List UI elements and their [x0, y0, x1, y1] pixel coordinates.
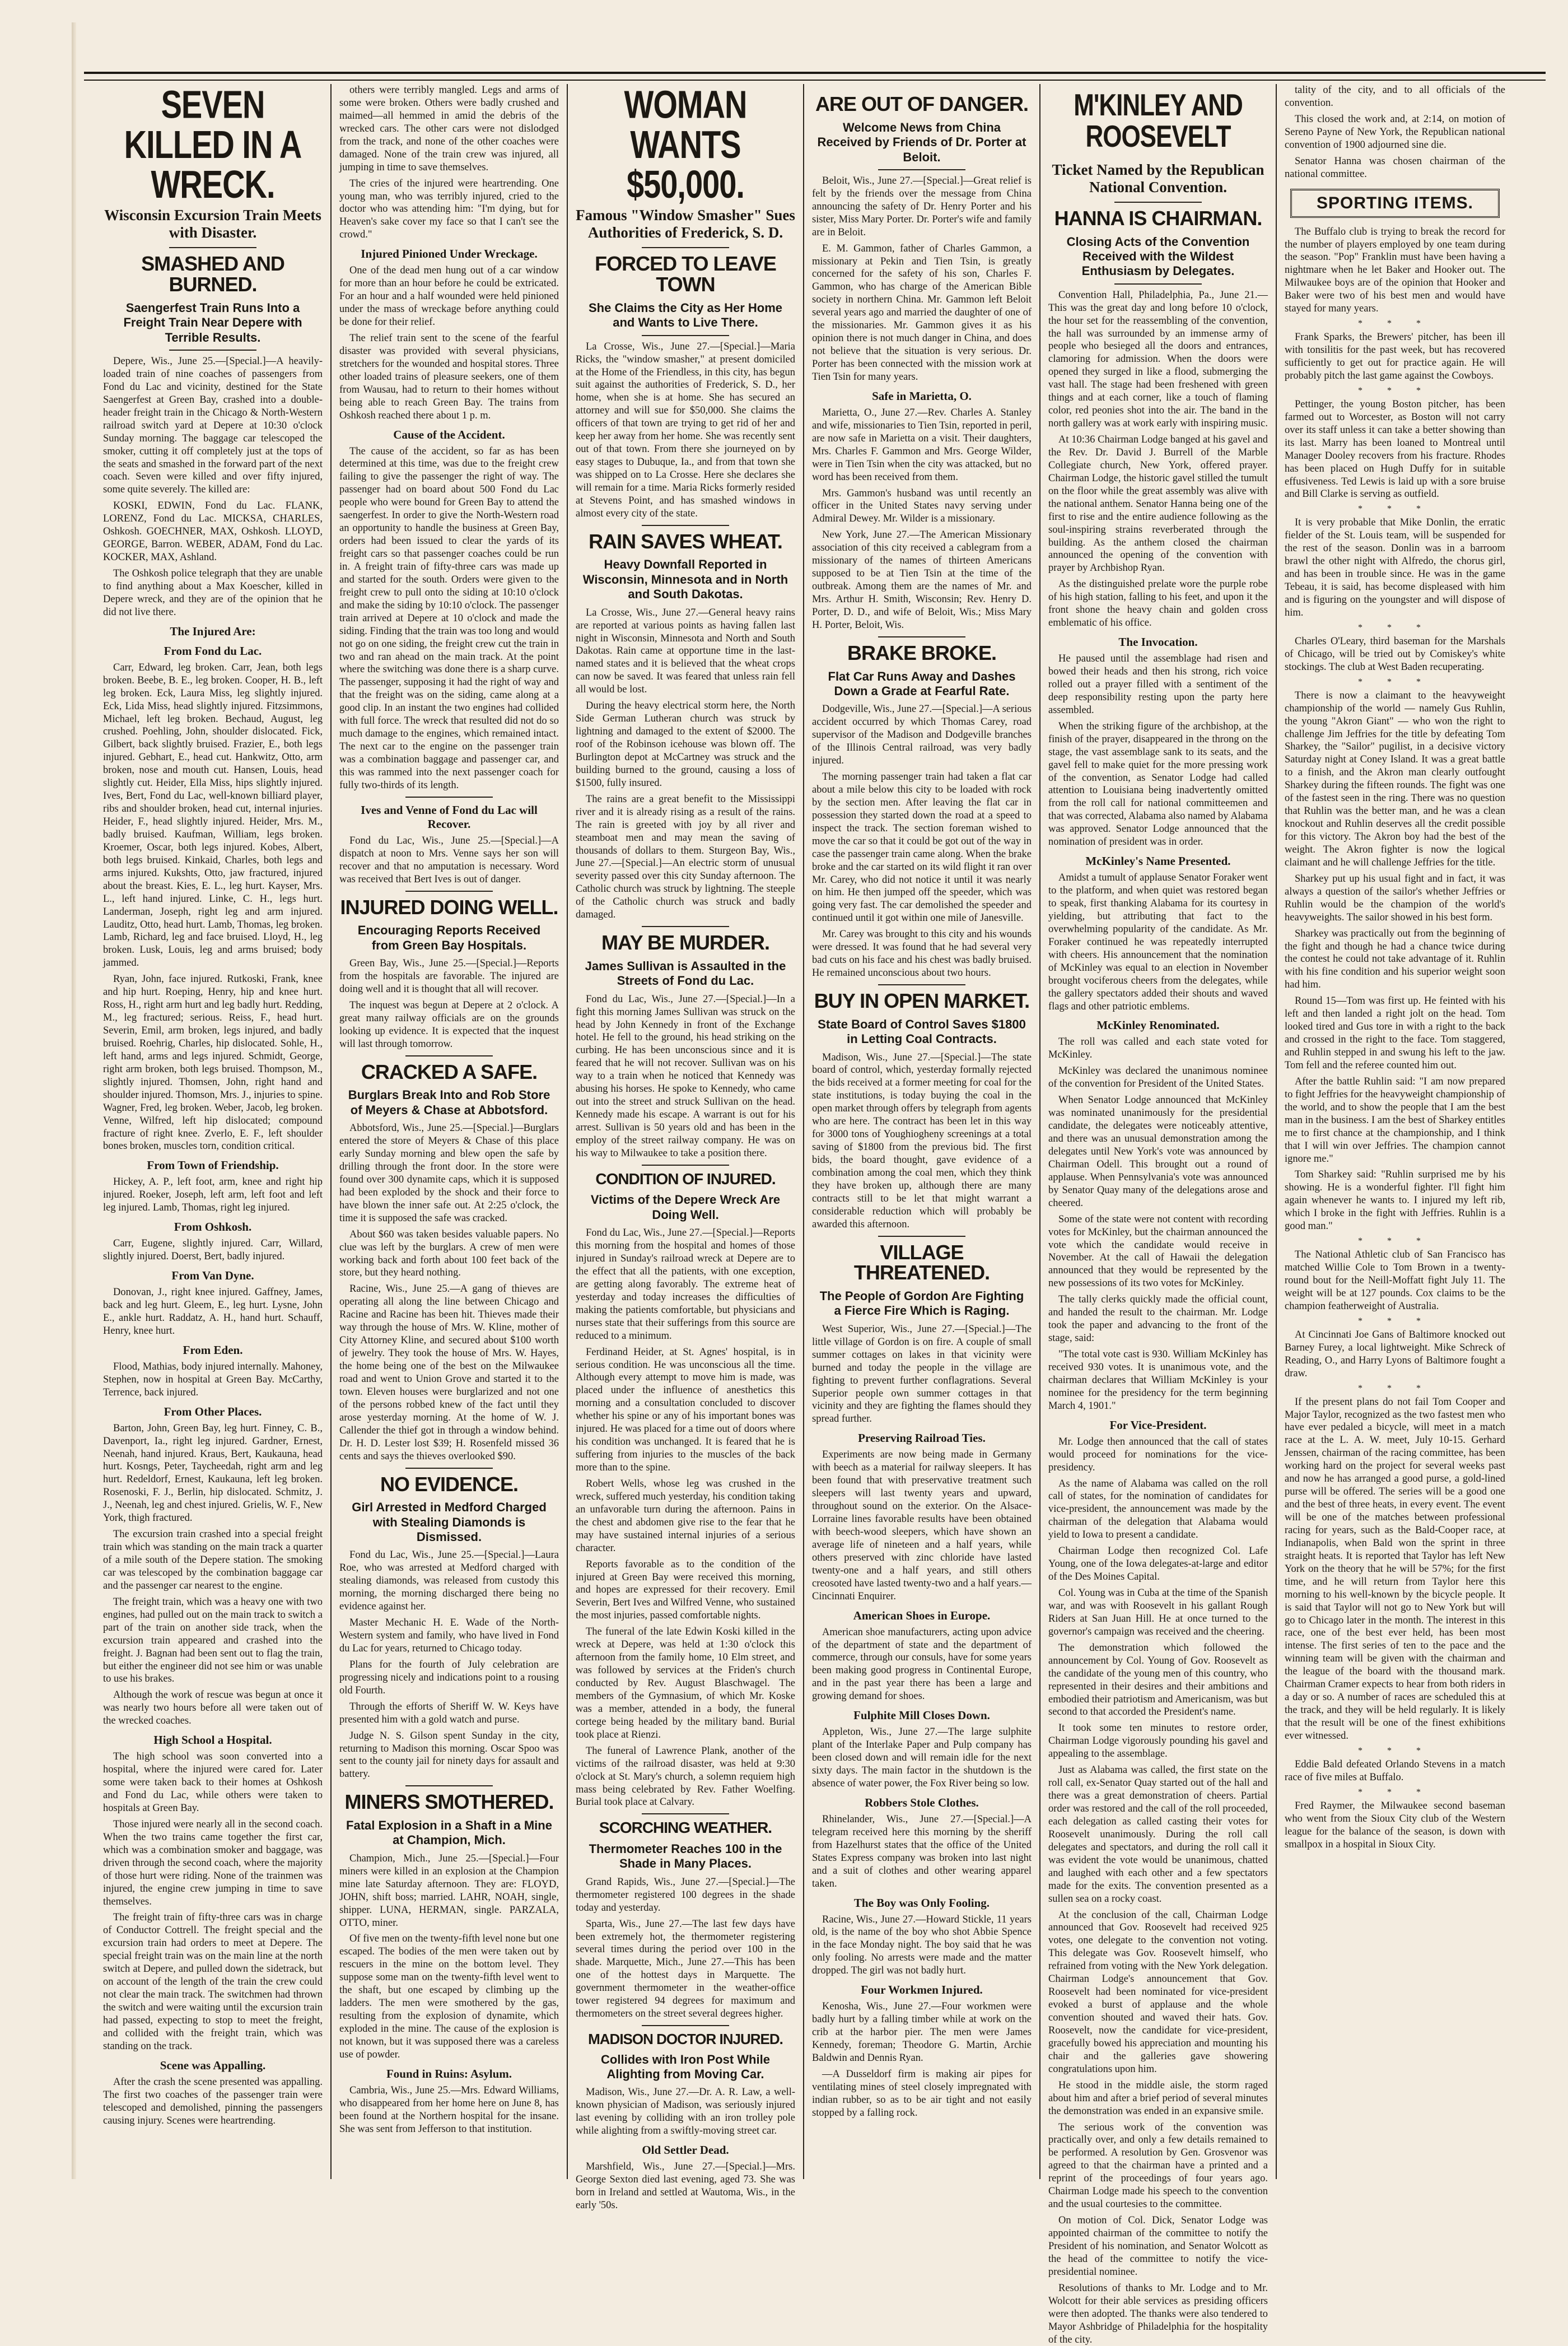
paragraph: Judge N. S. Gilson spent Sunday in the city, returning to Madison this morning. Oscar Spoo was sent to the county jail for ninety days for assault and battery. [339, 1730, 559, 1780]
paragraph: Of five men on the twenty-fifth level none but one escaped. The bodies of the men were taken out by rescuers in the mine on the bottom level. They suppose some man on the twenty-fifth level went to the shaft, but one escaped by climbing up the ladders. The men were smothered by the gas, resulting from the explosion of dynamite, which exploded in the mine. The cause of the explosion is not known, but it was supposed there was a careless use of powder. [339, 1933, 559, 2060]
headline: BRAKE BROKE. [847, 641, 996, 664]
newspaper-page [95, 82, 1540, 2345]
paragraph: American shoe manufacturers, acting upon advice of the department of state and the department of commerce, through our consuls, have for some years been making good progress in Continental Europe, and in the past year there has been a large and growing demand for shoes. [812, 1626, 1032, 1702]
paragraph: Master Mechanic H. E. Wade of the North-Western system and family, who have lived in Fond du Lac for years, returned to Chicago today. [339, 1617, 559, 1654]
subhead: From Eden. [183, 1343, 243, 1357]
paragraph: At the conclusion of the call, Chairman Lodge announced that Gov. Roosevelt had received 925 votes, one delegate to the convention not voting. This delegate was Gov. Roosevelt himself, who refrained from voting with the New York delegation. Chairman Lodge's announcement that Gov. Roosevelt had been nominated for vice-president evoked a burst of applause and the whole convention shouted and waved their hats. Gov. Roosevelt, now the candidate for vice-president, gracefully bowed his appreciation and mounting his chair and the galleries gave showering congratulations upon him. [1048, 1909, 1268, 2075]
headline: SCORCHING WEATHER. [599, 1819, 772, 1837]
paragraph: Col. Young was in Cuba at the time of the Spanish war, and was with Roosevelt in his gallant Rough Riders at San Juan Hill. He at once turned to the governor's campaign was received and the cheering. [1048, 1588, 1268, 1637]
column-2 [332, 84, 568, 2179]
subhead: For Vice-President. [1109, 1418, 1207, 1432]
paragraph: —A Dusseldorf firm is making air pipes for ventilating mines of steel closely impregnated with indian rubber, so as to be air tight and not easily stopped by a falling rock. [812, 2068, 1032, 2119]
deck: Welcome News from China Received by Friends of Dr. Porter at Beloit. [817, 120, 1026, 164]
paragraph: It took some ten minutes to restore order, Chairman Lodge vigorously pounding his gavel and appealing to the assemblage. [1048, 1723, 1268, 1760]
paragraph: Appleton, Wis., June 27.—The large sulphite plant of the Interlake Paper and Pulp company has been closed down and will remain idle for the next sixty days. The main factor in the shutdown is the absence of water power, the Fox River being so low. [812, 1726, 1032, 1789]
paragraph: At 10:36 Chairman Lodge banged at his gavel and the Rev. Dr. David J. Burrell of the Marble Collegiate church, New York, offered prayer. Chairman Lodge, the historic gavel stilled the tumult on the floor while the great assembly was alive with the national anthem. Senator Hanna being one of the first to rise and the entire audience following as the soul-inspiring strains reverberated through the building. As the anthem closed the chairman announced the opening of the convention with prayer by Archbishop Ryan. [1048, 434, 1268, 574]
paragraph: Pettinger, the young Boston pitcher, has been farmed out to Worcester, as Boston will not carry over its staff unless it can take a better showing than its last. Marry has been loaned to Montreal until Manager Dooley recovers from his fracture. Rhodes has been placed on Hugh Duffy for in suitable effusiveness. Ted Lewis is laid up with a sore bruise and Bill Clarke is serving as outfield. [1285, 398, 1505, 500]
headline: RAIN SAVES WHEAT. [589, 529, 782, 553]
deck: Saengerfest Train Runs Into a Freight Train Near Depere with Terrible Results. [123, 300, 302, 345]
paragraph: Reports favorable as to the condition of the injured at Green Bay were received this morning, and hopes are expressed for their recovery. Emil Severin, Bert Ives and Wilfred Venne, who sustained the most injuries, passed comfortable nights. [576, 1558, 795, 1622]
paragraph: Barton, John, Green Bay, leg hurt. Finney, C. B., Davenport, Ia., right leg injured. Gardner, Ernest, Neenah, hand injured. Kraus, Bert, Kaukauna, head hurt. Kosngs, Peter, Taycheedah, right arm and leg hurt. Redeldorf, Ernest, Kaukauna, left leg broken. Rosenoski, F. J., Berlin, hip dislocated. Schmitz, J. J., Neenah, leg and chest injured. Grielis, W. F., New York, thigh fractured. [103, 1422, 323, 1524]
subhead: Scene was Appalling. [160, 2058, 266, 2072]
paragraph: Racine, Wis., June 27.—Howard Stickle, 11 years old, is the name of the boy who shot Abbie Spence in the face Monday night. The boy said that he was only fooling. No arrests were made and the matter dropped. The girl was not badly hurt. [812, 1914, 1032, 1977]
subhead: Fulphite Mill Closes Down. [853, 1709, 990, 1723]
paragraph: After the crash the scene presented was appalling. The first two coaches of the passenger train were telescoped and demolished, pinning the passengers causing injury. Scenes were heartrending. [103, 2076, 323, 2126]
paragraph: The roll was called and each state voted for McKinley. [1048, 1036, 1268, 1061]
paragraph: Dodgeville, Wis., June 27.—[Special.]—A serious accident occurred by which Thomas Carey, road supervisor of the Madison and Dodgeville branches of the Illinois Central railroad, was very badly injured. [812, 704, 1032, 767]
subhead: American Shoes in Europe. [853, 1608, 991, 1622]
paragraph: Plans for the fourth of July celebration are progressing nicely and indications point to a rousing old Fourth. [339, 1659, 559, 1696]
paragraph: The funeral of the late Edwin Koski killed in the wreck at Depere, was held at 1:30 o'clock this afternoon from the family home, 10 Elm street, and was followed by services at the Friden's church conducted by Rev. August Blaschwagel. The members of the Gymnasium, of which Mr. Koske was a member, attended in a body, the funeral cortege being headed by the military band. Burial took place at Rienzi. [576, 1626, 795, 1740]
subhead: From Other Places. [164, 1404, 262, 1418]
headline: WOMAN WANTS $50,000. [624, 82, 747, 207]
headline: SMASHED AND BURNED. [141, 252, 284, 296]
paragraph: Fond du Lac, Wis., June 27.—[Special.]—In a fight this morning James Sullivan was struck on the head by John Kennedy in front of the Exchange hotel. He fell to the ground, his head striking on the curbing. He has been unconscious since and it is feared that he will not recover. Sullivan was on his way to a train when he noticed that Kennedy was abusing his horses. He spoke to Kennedy, who came out into the street and struck Sullivan on the head. Kennedy made his escape. A warrant is out for his arrest. Sullivan is 50 years old and has been in the employ of the street railway company. He was on his way to Milwaukee to take a position there. [576, 993, 795, 1159]
paragraph: Madison, Wis., June 27.—[Special.]—The state board of control, which, yesterday formally rejected the bids received at a former meeting for coal for the state institutions, is today buying the coal in the open market through offers by telegraph from agents who are here. The contract has been let in this way for 3000 tons of Youghiogheny screenings at a total saving of $1800 from the previous bid. The first bids, the board thought, gave evidence of a combination among the coal men, which they think they have broken up, although there are many contracts still to be let that might warrant a considerable reduction which will probably be awarded this afternoon. [812, 1051, 1032, 1230]
headline: VILLAGE THREATENED. [853, 1240, 990, 1284]
paragraph: Experiments are now being made in Germany with beech as a material for railway sleepers. It has been found that with preservative treatment such sleepers will last twenty years and upward, throughout sound on the exterior. On the Alsace-Lorraine lines favorable results have been obtained with beech-wood sleepers, which have shown an average life of nineteen and a half years, while others preserved with zinc chloride have lasted twenty-one and a half years, and still others creosoted have lasted twenty-two and a half years.—Cincinnati Enquirer. [812, 1449, 1032, 1602]
subhead: From Town of Friendship. [147, 1158, 279, 1172]
subhead: From Oshkosh. [174, 1220, 252, 1234]
paragraph: Robert Wells, whose leg was crushed in the wreck, suffered much yesterday, his condition taking an unfavorable turn during the afternoon. Pains in the chest and abdomen give rise to the fear that he may have sustained internal injuries of a serious character. [576, 1478, 795, 1554]
paragraph: Grand Rapids, Wis., June 27.—[Special.]—The thermometer registered 100 degrees in the shade today and yesterday. [576, 1876, 795, 1914]
deck: Victims of the Depere Wreck Are Doing Well. [590, 1193, 781, 1222]
subhead: Cause of the Accident. [393, 427, 505, 441]
paragraph: New York, June 27.—The American Missionary association of this city received a cablegram from a missionary of the names of thirteen Americans supposed to be at Tien Tsin at the time of the outbreak. Among them are the names of Mr. and Mrs. Arthur H. Smith, Wisconsin; Rev. Henry D. Porter, D. D., and wife of Beloit, Wis.; Miss Mary H. Porter, Beloit, Wis. [812, 529, 1032, 631]
deck: Burglars Break Into and Rob Store of Meyers & Chase at Abbotsford. [348, 1088, 550, 1117]
paragraph: Sharkey put up his usual fight and in fact, it was always a question of the sailor's whether Jeffries or Ruhlin would be the champion of the world's heavyweights. The sailor showed in his best form. [1285, 873, 1505, 923]
paragraph: The National Athletic club of San Francisco has matched Willie Cole to Tom Brown in a twenty-round bout for the Neill-Moffatt fight July 11. The weight will be at 127 pounds. Cox claims to be the champion featherweight of Australia. [1285, 1249, 1505, 1312]
headline: MAY BE MURDER. [601, 931, 770, 955]
paragraph: KOSKI, EDWIN, Fond du Lac. FLANK, LORENZ, Fond du Lac. MICKSA, CHARLES, Oshkosh. GOECHNER, MAX, Oshkosh. LLOYD, GEORGE, Barron. WEBER, ADAM, Fond du Lac. KOCKER, MAX, Ashland. [103, 500, 323, 564]
subhead: The Boy was Only Fooling. [853, 1896, 990, 1910]
paragraph: The Buffalo club is trying to break the record for the number of players employed by one team during the season. "Pop" Franklin must have been having a nightmare when he let Baker and Hooker out. The Milwaukee boys are of the opinion that Hooker and Baker were two of his best men and would have stayed for many years. [1285, 226, 1505, 315]
deck: Famous "Window Smasher" Sues Authorities of Frederick, S. D. [576, 207, 795, 241]
paragraph: Frank Sparks, the Brewers' pitcher, has been ill with tonsilitis for the past week, but has recovered sufficiently to get out for practice again. He will probably pitch the last game against the Cowboys. [1285, 332, 1505, 381]
paragraph: The morning passenger train had taken a flat car about a mile below this city to be loaded with rock by the section men. After leaving the flat car in possession they started down the road at a speed to inspect the track. The section foreman wished to move the car so that it could be got out of the way in case the passenger train came along. When the brake broke and the car started on its wild flight it ran over Mr. Carey, who did not notice it until it was nearly on him. He then jumped off the speeder, which was going very fast. The car demolished the speeder and continued until it got within one mile of Janesville. [812, 771, 1032, 924]
deck: James Sullivan is Assaulted in the Streets of Fond du Lac. [585, 958, 786, 988]
paragraph: Round 15—Tom was first up. He feinted with his left and then landed a right jolt on the head. Tom looked tired and Gus tore in with a right to the back and crossed in the right to the face. Tom staggered, and Ruhlin stepped in and swung his left to the jaw. Tom fell and the referee counted him out. [1285, 995, 1505, 1071]
paragraph: The funeral of Lawrence Plank, another of the victims of the railroad disaster, was held at 9:30 o'clock at St. Mary's church, a solemn requiem high mass being celebrated by Rev. Father Woelfing. Burial took place at Calvary. [576, 1745, 795, 1808]
deck: Girl Arrested in Medford Charged with Stealing Diamonds is Dismissed. [352, 1500, 547, 1544]
subhead: McKinley Renominated. [1096, 1018, 1220, 1032]
paragraph: During the heavy electrical storm here, the North Side German Lutheran church was struck by lightning and damaged to the extent of $2000. The roof of the Robinson icehouse was blown off. The Burlington depot at McCartney was struck and the building burned to the ground, causing a loss of $1500, fully insured. [576, 700, 795, 789]
paragraph: The rains are a great benefit to the Mississippi river and it is already rising as a result of the rains. The rain is greeted with joy by all river and steamboat men and may mean the saving of thousands of dollars to them. Sturgeon Bay, Wis., June 27.—[Special.]—An electric storm of unusual severity passed over this city Sunday afternoon. The Catholic church was struck by lightning. The steeple of the Catholic church was struck and badly damaged. [576, 793, 795, 921]
column-5 [1040, 84, 1277, 2345]
paragraph: Amidst a tumult of applause Senator Foraker went to the platform, and when quiet was restored began to speak, first thanking Alabama for its courtesy in yielding, but attributing that fact to the overwhelming popularity of the candidate. As Mr. Foraker continued he was repeatedly interrupted with cheers. His announcement that the nomination of McKinley was equal to an election in November brought vociferous cheers from the delegates, while the gallery spectators added their shouts and waved flags and other patriotic emblems. [1048, 872, 1268, 1012]
paragraph: Sparta, Wis., June 27.—The last few days have been extremely hot, the thermometer registering several times during the period over 100 in the shade. Marquette, Mich., June 27.—This has been one of the hottest days in Marquette. The government thermometer in the weather-office tower registered 94 degrees for maximum and thermometers on the street several degrees higher. [576, 1918, 795, 2020]
paragraph: Donovan, J., right knee injured. Gaffney, James, back and leg hurt. Gleem, E., leg hurt. Lysne, John E., ankle hurt. Raddatz, A. H., hand hurt. Schauff, Henry, knee hurt. [103, 1287, 323, 1337]
deck: Heavy Downfall Reported in Wisconsin, Minnesota and in North and South Dakotas. [582, 557, 788, 602]
deck: The People of Gordon Are Fighting a Fierce Fire Which is Raging. [819, 1289, 1024, 1318]
paragraph: Convention Hall, Philadelphia, Pa., June 21.—This was the great day and long before 10 o'clock, the hour set for the reassembling of the convention, the hall was surrounded by an immense army of people who besieged all the doors and entrances, clamoring for admission. When the doors were opened they surged in like a flood, submerging the vast hall. The stage had been freshened with green things and at each corner, like a touch of flaming color, red peonies shot into the air. The band in the north gallery was at work early with inspiring music. [1048, 289, 1268, 430]
subhead: Safe in Marietta, O. [872, 389, 972, 403]
paragraph: Fred Raymer, the Milwaukee second baseman who went from the Sioux City club of the Western league for the balance of the season, is down with smallpox in a hospital in Sioux City. [1285, 1800, 1505, 1850]
paragraph: Marshfield, Wis., June 27.—[Special.]—Mrs. George Sexton died last evening, aged 73. She was born in Ireland and settled at Wautoma, Wis., in the early '50s. [576, 2161, 795, 2211]
subhead: Injured Pinioned Under Wreckage. [361, 247, 538, 261]
headline: HANNA IS CHAIRMAN. [1054, 206, 1262, 230]
paragraph: As the distinguished prelate wore the purple robe of his high station, falling to his feet, and upon it the front shone the heavy chain and golden cross emblematic of his office. [1048, 579, 1268, 629]
paragraph: Mr. Lodge then announced that the call of states would proceed for nominations for the vice-presidency. [1048, 1436, 1268, 1473]
headline: CONDITION OF INJURED. [595, 1170, 776, 1188]
paragraph: La Crosse, Wis., June 27.—General heavy rains are reported at various points as having fallen last night in Wisconsin, Minnesota and North and South Dakotas. Rain came at opportune time in the last-named states and it is believed that the wheat crops can now be saved. It was feared that unless rain fell all would be lost. [576, 607, 795, 696]
paragraph: At Cincinnati Joe Gans of Baltimore knocked out Barney Furey, a local lightweight. Mike Schreck of Reading, O., and Harry Lyons of Baltimore fought a draw. [1285, 1329, 1505, 1379]
subhead: Four Workmen Injured. [861, 1983, 983, 1997]
paragraph: La Crosse, Wis., June 27.—[Special.]—Maria Ricks, the "window smasher," at present domiciled at the Home of the Friendless, in this city, has begun suit against the authorities of Frederick, S. D., her home, when she is at home. She has secured an attorney and will sue for $50,000. She claims the officers of that town are trying to get rid of her and keep her away from her home. She was recently sent out of that town. From there she journeyed on by easy stages to Dubuque, Ia., and from that town she was shipped on to La Crosse. Here she declares she will remain for a time. Maria Ricks formerly resided at Stevens Point, and has smashed windows in almost every city of the state. [576, 341, 795, 519]
paragraph: Eddie Bald defeated Orlando Stevens in a match race of five miles at Buffalo. [1285, 1758, 1505, 1783]
subhead: Found in Ruins: Asylum. [386, 2066, 512, 2080]
paragraph: The tally clerks quickly made the official count, and handed the result to the chairman. Mr. Lodge took the paper and advancing to the front of the stage, said: [1048, 1294, 1268, 1344]
subhead: McKinley's Name Presented. [1085, 854, 1231, 868]
headline: MADISON DOCTOR INJURED. [588, 2031, 783, 2048]
paragraph: Although the work of rescue was begun at once it was nearly two hours before all were taken out of the wrecked coaches. [103, 1689, 323, 1727]
subhead: The Invocation. [1118, 635, 1198, 649]
paragraph: Mr. Carey was brought to this city and his wounds were dressed. It was found that he had several very bad cuts on his face and his chest was badly bruised. He remained unconscious about two hours. [812, 929, 1032, 979]
paragraph: Madison, Wis., June 27.—Dr. A. R. Law, a well-known physician of Madison, was seriously injured last evening by colliding with an iron trolley pole while alighting from a swiftly-moving street car. [576, 2087, 795, 2137]
paragraph: The inquest was begun at Depere at 2 o'clock. A great many railway officials are on the grounds looking up evidence. It is expected that the inquest will last through tomorrow. [339, 999, 559, 1050]
paragraph: Champion, Mich., June 25.—[Special.]—Four miners were killed in an explosion at the Champion mine late Saturday afternoon. They are: FLOYD, JOHN, shift boss; married. LAHR, NOAH, single, shipper. LUNA, HERMAN, single. PARZALA, OTTO, miner. [339, 1852, 559, 1929]
paragraph: Fond du Lac, Wis., June 27.—[Special.]—Reports this morning from the hospital and homes of those injured in Sunday's railroad wreck at Depere are to the effect that all the patients, with one exception, are getting along favorably. The extreme heat of yesterday and today increases the difficulties of making the patients comfortable, but physicians and nurses state that their sufferings from this source are reduced to a minimum. [576, 1227, 795, 1342]
paragraph: The Oshkosh police telegraph that they are unable to find anything about a Max Koescher, killed in Depere wreck, and they are of the opinion that he did not live there. [103, 568, 323, 618]
paragraph: He stood in the middle aisle, the storm raged about him and after a brief period of several minutes the demonstration was ended in an expansive smile. [1048, 2079, 1268, 2117]
page-fold-shadow [72, 22, 76, 2179]
paragraph: About $60 was taken besides valuable papers. No clue was left by the burglars. A crew of men were working back and forth about 100 feet back of the store, but they heard nothing. [339, 1228, 559, 1279]
paragraph: The demonstration which followed the announcement by Col. Young of Gov. Roosevelt as the candidate of the young men of this country, who represented in their desires and their ambitions and embodied their patriotism and Americanism, was but second to that accorded the President's name. [1048, 1642, 1268, 1718]
headline: FORCED TO LEAVE TOWN [595, 252, 776, 296]
paragraph: On motion of Col. Dick, Senator Lodge was appointed chairman of the committee to notify the President of his nomination, and Senator Wolcott as the head of the committee to notify the vice-presidential nominee. [1048, 2215, 1268, 2278]
paragraph: Beloit, Wis., June 27.—[Special.]—Great relief is felt by the friends over the message from China announcing the safety of Dr. Henry Porter and his sister, Miss Mary Porter. Dr. Porter's wife and family are in Beloit. [812, 175, 1032, 238]
paragraph: When the striking figure of the archbishop, at the finish of the prayer, disappeared in the throng on the stage, the vast assemblage sank to its seats, and the gavel fell to make quiet for the more pressing work of the convention, as Senator Lodge had called attention to Louisiana being inadvertently omitted from the roll call for national committeemen and that was corrected, Alabama also named by Alabama was approved. Senator Lodge announced that the nomination of president was in order. [1048, 720, 1268, 848]
paragraph: Some of the state were not content with recording votes for McKinley, but the chairman announced the vote which the candidate would receive in November. At the call of Hawaii the delegation announced that they would be represented by the new possessions of its two votes for McKinley. [1048, 1213, 1268, 1290]
paragraph: Through the efforts of Sheriff W. W. Keys have presented him with a gold watch and purse. [339, 1701, 559, 1725]
paragraph: E. M. Gammon, father of Charles Gammon, a missionary at Pekin and Tien Tsin, is greatly concerned for the safety of his son, Charles F. Gammon, who has charge of the American Bible society in northern China. Mr. Gammon left Beloit several years ago and married the daughter of one of the missionaries. Mr. Gammon gives it as his opinion there is not much danger in China, and does not believe that the situation is very serious. Dr. Porter has been connected with the mission work at Tien Tsin for many years. [812, 243, 1032, 383]
headline: CRACKED A SAFE. [361, 1060, 538, 1083]
paragraph: Rhinelander, Wis., June 27.—[Special.]—A telegram received here this morning by the sheriff from Hazelhurst states that the office of the United States Express company was broken into last night and a suit of clothes and other wearing apparel taken. [812, 1813, 1032, 1889]
column-6: tality of the city, and to all officials of the convention. This closed the work and, at 2:14, on motion of Sereno Payne of New York, the Republican national convention of 1900 adjourned sine die. Senator Hanna was chosen chairman of the national committee. SPORTING ITEMS. The Buffalo club is trying to break the record for the number of players employed by one team during the season. "Pop" Franklin must have been having a nightmare when he let Baker and Hooker out. The Milwaukee boys are of the opinion that Hooker and Baker were two of his best men and would have stayed for many years. * * * Frank Sparks, the Brewers' pitcher, has been ill with tonsilitis for the past week, but has recovered sufficiently to get out for practice again. He will probably pitch the last game against the Cowboys. * * * Pettinger, the young Boston pitcher, has been farmed out to Worcester, as Boston will not carry over its staff unless it can take a better showing than its last. Marry has been loaned to Montreal until Manager Dooley recovers from his fracture. Rhodes has been placed on Hugh Duffy for in suitable effusiveness. Ted Lewis is laid up with a sore bruise and Bill Clarke is serving as outfield. * * * It is very probable that Mike Donlin, the erratic fielder of the St. Louis team, will be suspended for the rest of the season. Donlin was in a barroom brawl the other night with Alfredo, the chorus girl, and has been in trouble since. He was in the game Tebeau, it is said, has become displeased with him and is figuring on the youngster and will dispose of him. * * * Charles O'Leary, third baseman for the Marshals of Chicago, will be tried out by Comiskey's white stockings. The club at West Baden recuperating. * * * There is now a claimant to the heavyweight championship of the world — namely Gus Ruhlin, the young "Akron Giant" — who won the right to challenge Jim Jeffries for the title by defeating Tom Sharkey, the "Sailor" pugilist, in a decisive victory Saturday night at Coney Island. It was a great battle to a finish, and the Akron man clearly outfought Sharkey during the fifteen rounds. The fight was one of the fastest seen in the ring. There was no question that Ruhlin was the better man, and he was a clean knockout and Ruhlin deserves all the credit possible for this victory. The Akron boy had the best of the weight. The Akron fighter is now the logical claimant and he will challenge Jeffries for the title. Sharkey put up his usual fight and in fact, it was always a question of the sailor's whether Jeffries or Ruhlin would be the champion of the world's heavyweights. The sailor showed in his best form. Sharkey was practically out from the beginning of the fight and though he had a chance twice during the contest he could not take advantage of it. Ruhlin with his fine condition and his superior weight soon had him. Round 15—Tom was first up. He feinted with his left and then landed a right jolt on the head. Tom looked tired and Gus tore in with a right to the back and crossed in the right to the face. Tom staggered, and Ruhlin stepped in and swung his left to the jaw. Tom fell and the referee counted him out. After the battle Ruhlin said: "I am now prepared to fight Jeffries for the heavyweight championship of the world, and to show the people that I am the best man in the business. I am the best of Sharkey entitles me to first chance at the championship, and I think that I will win over Jeffries. The champion cannot ignore me." Tom Sharkey said: "Ruhlin surprised me by his showing. He is a wonderful fighter. I'll fight him again whenever he wants to. I injured my left rib, which I broke in the fight with Jeffries. Ruhlin is a good man." * * * The National Athletic club of San Francisco has matched Willie Cole to Tom Brown in a twenty-round bout for the Neill-Moffatt fight July 11. The weight will be at 127 pounds. Cox claims to be the champion featherweight of Australia. * * * At Cincinnati Joe Gans of Baltimore knocked out Barney Furey, a local lightweight. Mike Schreck of Reading, O., and Harry Lyons of Baltimore fought a draw. * * * If the present plans do not fail Tom Cooper and Major Taylor, recognized as the two fastest men who have ever pedaled a bicycle, will meet in a match race at the L. A. W. meet, July 10-15. Gerhard Jenssen, chairman of the racing committee, has been working hard on the project for several weeks past and now he has arranged a good purse, a gold-lined purse will be offered. The series will be a good one and the best of three heats, in every event. The event will be one of the matches between professional racing for years, such as the Bald-Cooper race, at Indianapolis, when Bald won the sprint in three straight heats. It is reported that Taylor has left New York on the theory that he will be 57%; for the first time, and he will return from Taylor here this morning to his well-known by the bicycle people. It is said that Taylor will not go to New York but will go to Chicago later in the month. The interest in this race, one of the best ever held, has been most intense. The first series of ten to the pace and the winning team will be given with the chairman and the league of the board with the thousand mark. Chairman Cramer expects to hear from both riders in a day or so. A number of races are scheduled this at the track, and they will be held regularly. It is likely that the result will be one of the finest exhibitions ever witnessed. * * * Eddie Bald defeated Orlando Stevens in a match race of five miles at Buffalo. * * * Fred Raymer, the Milwaukee second baseman who went from the Sioux City club of the Western league for the balance of the season, is down with smallpox in a hospital in Sioux City. [1285, 85, 1505, 1850]
deck: State Board of Control Saves $1800 in Letting Coal Contracts. [818, 1017, 1026, 1046]
paragraph: The cries of the injured were heartrending. One young man, who was terribly injured, cried to the doctor who was attending him: "I'm dying, but for Heaven's sake cover my face so that I can't see the crowd." [339, 178, 559, 241]
column-4 [804, 84, 1040, 2179]
paragraph: McKinley was declared the unanimous nominee of the convention for President of the United States. [1048, 1065, 1268, 1090]
paragraph: Carr, Eugene, slightly injured. Carr, Willard, slightly injured. Doerst, Bert, badly injured. [103, 1238, 323, 1263]
column-1 [95, 84, 332, 2179]
subhead: High School a Hospital. [153, 1733, 272, 1747]
headline: M'KINLEY AND ROOSEVELT [1074, 88, 1243, 154]
paragraph: The freight train of fifty-three cars was in charge of Conductor Cottrell. The freight special and the excursion train had orders to meet at Depere. The special freight train was on the main line at the north switch at Depere, and pulled down the sidetrack, but on account of the length of the train the crew could not clear the main track. The switchmen had thrown the switch and were waiting until the excursion train had passed, expecting to stop to meet the freight, and collided with the freight train, which was standing on the track. [103, 1912, 323, 2052]
deck: Collides with Iron Post While Alighting from Moving Car. [601, 2052, 770, 2081]
paragraph: Flood, Mathias, body injured internally. Mahoney, Stephen, now in hospital at Green Bay. McCarthy, Terrence, back injured. [103, 1361, 323, 1398]
headline: NO EVIDENCE. [380, 1472, 519, 1496]
paragraph: Just as Alabama was called, the first state on the roll call, ex-Senator Quay started out of the hall and there was a great demonstration of cheers. Partial order was restored and the call of the roll proceeded, each delegation as called casting their votes for Roosevelt unanimously. During the roll call delegates and spectators, and during the roll call it was evident the vote would be unanimous, chatted and laughed with each other and a few spectators made for the exits. The convention presented as a sullen sea on a rocky coast. [1048, 1765, 1268, 1905]
paragraph: One of the dead men hung out of a car window for more than an hour before he could be extricated. For an hour and a half wounded were held pinioned under the mass of wreckage before anything could be done for their relief. [339, 265, 559, 328]
paragraph: The cause of the accident, so far as has been determined at this time, was due to the freight crew failing to give the passenger the right of way. The passenger had on board about 500 Fond du Lac people who were bound for Green Bay to attend the saengerfest. In order to give the North-Western road an opportunity to handle the business at Green Bay, orders had been issued to clear the yards of its freight cars so that passenger coaches could be run in. A freight train of fifty-three cars was made up and started for the south. Orders were given to the freight crew to pull onto the siding at 10:10 o'clock and make the siding by 10:10 o'clock. The passenger train arrived at Depere at 10 o'clock and made the siding. Finding that the train was too long and would not go on one siding, the freight crew cut the train in two and ran ahead on the main track. At the point where the switching was done there is a sharp curve. The passenger, supposing it had the right of way and that the freight was on the siding, came along at a good clip. In an instant the two engines had collided with full force. The wreck that resulted did not do so much damage to the engines, which remained intact. The next car to the engine on the passenger train was a combination baggage and passenger car, and this was rammed into the next passenger coach for fully two-thirds of its length. [339, 445, 559, 791]
paragraph: Mrs. Gammon's husband was until recently an officer in the United States navy serving under Admiral Dewey. Mr. Wilder is a missionary. [812, 487, 1032, 525]
paragraph: Ferdinand Heider, at St. Agnes' hospital, is in serious condition. He was unconscious all the time. Although every attempt to move him is made, was placed under the influence of anesthetics this morning and a consultation concluded to discover whether his spine or any of his important bones was injured. He was placed for a time out of doors where his condition was unchanged. It is feared that he is suffering from injuries to the muscles of the back more than to the spine. [576, 1346, 795, 1474]
headline: INJURED DOING WELL. [340, 895, 558, 919]
paragraph: Ryan, John, face injured. Rutkoski, Frank, knee and hip hurt. Roeping, Henry, hip and knee hurt. Ross, H., right arm hurt and leg badly hurt. Redding, M., leg fractured; serious. Reiss, F., head hurt. Severin, Emil, arm broken, legs injured, and badly bruised. Roehrig, Charles, hip dislocated. Sohle, H., left hand, arms and legs injured. Schmidt, George, right arm broken, both legs bruised. Thompson, M., slightly injured. Thomsen, John, right hand and shoulder injured. Thomson, Mrs. J., injuries to spine. Wagner, Fred, leg broken. Weber, Jacob, leg broken. Venne, Wilfred, left hip dislocated; compound fracture of right knee. Zverlo, E. F., left shoulder bones broken, muscles torn, condition critical. [103, 974, 323, 1152]
deck: Thermometer Reaches 100 in the Shade in Many Places. [589, 1841, 782, 1871]
paragraph: Fond du Lac, Wis., June 25.—[Special.]—A dispatch at noon to Mrs. Venne says her son will recover and that no amputation is necessary. Word was received that Bert Ives is out of danger. [339, 835, 559, 885]
paragraph: Kenosha, Wis., June 27.—Four workmen were badly hurt by a falling timber while at work on the crib at the harbor pier. The men were James Kennedy, foreman; Theodore G. Martin, Archie Baldwin and Dennis Ryan. [812, 2001, 1032, 2064]
paragraph: West Superior, Wis., June 27.—[Special.]—The little village of Gordon is on fire. A couple of small summer cottages on lakes in that vicinity were burned and today the people in the village are fighting to prevent further conflagrations. Several Superior people own summer cottages in that vicinity and they are fighting the flames should they spread further. [812, 1323, 1032, 1425]
headline: ARE OUT OF DANGER. [815, 92, 1028, 115]
paragraph: The serious work of the convention was practically over, and only a few details remained to be performed. A resolution by Gen. Grosvenor was agreed to that the chairman have a printed and a reprint of the proceedings of four years ago. Chairman Lodge made his speech to the convention and the usual courtesies to the committee. [1048, 2121, 1268, 2210]
subhead: The Injured Are: [170, 624, 256, 638]
deck: Fatal Explosion in a Shaft in a Mine at Champion, Mich. [346, 1818, 552, 1847]
paragraph: As the name of Alabama was called on the roll call of states, for the nomination of candidates for vice-president, the announcement was made by the chairman of the delegation that Alabama would yield to Iowa to present a candidate. [1048, 1478, 1268, 1541]
sporting-items-heading: SPORTING ITEMS. [1290, 189, 1500, 218]
paragraph: Depere, Wis., June 25.—[Special.]—A heavily-loaded train of nine coaches of passengers from Fond du Lac and vicinity, destined for the State Saengerfest at Green Bay, crashed into a double-header freight train in the Chicago & North-Western railroad switch yard at Depere at 10:30 o'clock Sunday morning. The baggage car telescoped the smoker, cutting it off completely just at the tops of the seats and smashed in the forward part of the next coach. Seven were killed and over fifty injured, some quite severely. The killed are: [103, 356, 323, 496]
headline: MINERS SMOTHERED. [344, 1790, 554, 1814]
paragraph: "The total vote cast is 930. William McKinley has received 930 votes. It is unanimous vote, and the chairman declares that William McKinley is your nominee for the presidency for the term beginning March 4, 1901." [1048, 1349, 1268, 1412]
paragraph: Abbotsford, Wis., June 25.—[Special.]—Burglars entered the store of Meyers & Chase of this place early Sunday morning and blew open the safe by drilling through the front door. In the store were found over 300 dynamite caps, which it is supposed had been exploded by the shock and their force to have blown the inner safe out. At 2:25 o'clock, the time it is supposed the safe was cracked. [339, 1123, 559, 1224]
paragraph: Racine, Wis., June 25.—A gang of thieves are operating all along the line between Chicago and Racine and Racine has been hit. Thieves made their way through the house of Mrs. W. Kline, mother of City Attorney Kline, and secured about $100 worth of jewelry. They took the house of Mrs. W. Hayes, the home being one of the best on the Milwaukee road and went to Union Grove and started it to the town. Eleven houses were burglarized and not one of the persons robbed knew of the fact until they arose yesterday morning. At the home of W. J. Callender the thief got in through a window behind. Dr. H. D. Lester lost $39; H. Rosenfeld missed 36 cents and says the thieves overlooked $90. [339, 1283, 559, 1462]
paragraph: Cambria, Wis., June 25.—Mrs. Edward Williams, who disappeared from her home here on June 8, has been found at the Northern hospital for the insane. She was sent from Jefferson to that institution. [339, 2084, 559, 2135]
paragraph: others were terribly mangled. Legs and arms of some were broken. Others were badly crushed and maimed—all hemmed in amid the debris of the wrecked cars. The other cars were not dislodged from the track, and none of the other coaches were damaged. None of the train crew was injured, all jumping in time to save themselves. [339, 85, 559, 173]
paragraph: He paused until the assemblage had risen and bowed their heads and then his strong, rich voice rolled out a prayer filled with a sentiment of the deep responsibility resting upon the party here assembled. [1048, 653, 1268, 716]
paragraph: If the present plans do not fail Tom Cooper and Major Taylor, recognized as the two fastest men who have ever pedaled a bicycle, will meet in a match race at the L. A. W. meet, July 10-15. Gerhard Jenssen, chairman of the racing committee, has been working hard on the project for several weeks past and now he has arranged a good purse, a gold-lined purse will be offered. The series will be a good one and the best of three heats, in every event. The event will be one of the matches between professional racing for years, such as the Bald-Cooper race, at Indianapolis, when Bald won the sprint in three straight heats. It is reported that Taylor has left New York on the theory that he will be 57%; for the first time, and he will return from Taylor here this morning to his well-known by the bicycle people. It is said that Taylor will not go to New York but will go to Chicago later in the month. The interest in this race, one of the best ever held, has been most intense. The first series of ten to the pace and the winning team will be given with the chairman and the league of the board with the thousand mark. Chairman Cramer expects to hear from both riders in a day or so. A number of races are scheduled this at the track, and they will be held regularly. It is likely that the result will be one of the finest exhibitions ever witnessed. [1285, 1396, 1505, 1742]
deck: She Claims the City as Her Home and Wants to Live There. [588, 300, 782, 330]
paragraph: Senator Hanna was chosen chairman of the national committee. [1285, 155, 1505, 180]
deck: Wisconsin Excursion Train Meets with Disaster. [104, 207, 321, 241]
paragraph: Fond du Lac, Wis., June 25.—[Special.]—Laura Roe, who was arrested at Medford charged with stealing diamonds, was released from custody this morning, the morning discharged there being no evidence against her. [339, 1549, 559, 1613]
subhead: From Van Dyne. [171, 1269, 254, 1283]
subhead: From Fond du Lac. [164, 644, 262, 658]
paragraph: Those injured were nearly all in the second coach. When the two trains came together the first car, which was a combination smoker and baggage, was driven through the second coach, where the majority of those hurt were riding. None of the trainmen was injured, the engine crew jumping in time to save themselves. [103, 1818, 323, 1907]
subhead: Robbers Stole Clothes. [865, 1795, 979, 1809]
paragraph: Sharkey was practically out from the beginning of the fight and though he had a chance twice during the contest he could not take advantage of it. Ruhlin with his fine condition and his superior weight soon had him. [1285, 928, 1505, 991]
paragraph: Charles O'Leary, third baseman for the Marshals of Chicago, will be tried out by Comiskey's white stockings. The club at West Baden recuperating. [1285, 635, 1505, 673]
paragraph: Chairman Lodge then recognized Col. Lafe Young, one of the Iowa delegates-at-large and editor of the Des Moines Capital. [1048, 1546, 1268, 1583]
deck: Closing Acts of the Convention Received with the Wildest Enthusiasm by Delegates. [1066, 234, 1250, 278]
paragraph: Marietta, O., June 27.—Rev. Charles A. Stanley and wife, missionaries to Tien Tsin, reported in peril, are now safe in Marietta on a visit. Their daughters, Mrs. Charles F. Gammon and Mrs. George Wilder, were in Tien Tsin when the city was attacked, but no word has been received from them. [812, 407, 1032, 483]
paragraph: Hickey, A. P., left foot, arm, knee and right hip injured. Roeker, Joseph, left arm, left foot and left leg injured. Lamb, Thomas, right leg injured. [103, 1176, 323, 1214]
deck: Ticket Named by the Republican National Convention. [1052, 161, 1264, 196]
paragraph: When Senator Lodge announced that McKinley was nominated unanimously for the presidential candidate, the delegates were noticeably attentive, and there was an unusual demonstration among the delegates until New York's vote was announced by Chairman Odell. This brought out a round of applause. When Pennsylvania's vote was announced by Senator Quay many of the delegations arose and cheered. [1048, 1095, 1268, 1209]
paragraph: Tom Sharkey said: "Ruhlin surprised me by his showing. He is a wonderful fighter. I'll fight him again whenever he wants to. I injured my left rib, which I broke in the fight with Jeffries. Ruhlin is a good man." [1285, 1169, 1505, 1232]
top-rule [84, 72, 1546, 81]
paragraph: The freight train, which was a heavy one with two engines, had pulled out on the main track to switch a part of the train on another side track, when the excursion train appeared and crashed into the freight. J. Bagnan had been sent out to flag the train, but either the engineer did not see him or was unable to use his brakes. [103, 1596, 323, 1685]
paragraph: Resolutions of thanks to Mr. Lodge and to Mr. Wolcott for their able services as presiding officers were then adopted. The thanks were also tendered to Mayor Ashbridge of Philadelphia for the hospitality of the city. [1048, 2282, 1268, 2345]
paragraph: Green Bay, Wis., June 25.—[Special.]—Reports from the hospitals are favorable. The injured are doing well and it is thought that all will recover. [339, 958, 559, 995]
subhead: Ives and Venne of Fond du Lac will Recover. [361, 803, 538, 831]
paragraph: tality of the city, and to all officials of the convention. [1285, 85, 1505, 109]
paragraph: This closed the work and, at 2:14, on motion of Sereno Payne of New York, the Republican national convention of 1900 adjourned sine die. [1285, 113, 1505, 151]
paragraph: The high school was soon converted into a hospital, where the injured were cared for. Later some were taken back to their homes at Oshkosh and Fond du Lac, while others were taken to hospitals at Green Bay. [103, 1751, 323, 1814]
headline: SEVEN KILLED IN A WRECK. [124, 82, 302, 207]
column-3 [568, 82, 804, 2211]
paragraph: There is now a claimant to the heavyweight championship of the world — namely Gus Ruhlin, the young "Akron Giant" — who won the right to challenge Jim Jeffries for the title by defeating Tom Sharkey, the "Sailor" pugilist, in a decisive victory Saturday night at Coney Island. It was a great battle to a finish, and the Akron man clearly outfought Sharkey during the fifteen rounds. The fight was one of the fastest seen in the ring. There was no question that Ruhlin was the better man, and he was a clean knockout and Ruhlin deserves all the credit possible for this victory. The Akron boy had the best of the weight. The Akron fighter is now the logical claimant and he will challenge Jeffries for the title. [1285, 690, 1505, 868]
subhead: Preserving Railroad Ties. [858, 1431, 986, 1445]
headline: BUY IN OPEN MARKET. [814, 989, 1030, 1013]
paragraph: Carr, Edward, leg broken. Carr, Jean, both legs broken. Beebe, B. E., leg broken. Cooper, H. B., left leg broken. Eck, Laura Miss, leg slightly injured. Eck, Lida Miss, head slightly injured. Fitzsimmons, Michael, left leg broken. Bechaud, August, leg crushed. Poehling, John, shoulder dislocated. Fick, Gilbert, back slightly bruised. Frazier, E., both legs injured. Gebhart, E., head cut. Hankwitz, Otto, arm broken, nose and mouth cut. Hansen, Louis, head slightly cut. Heider, Ella Miss, hips slightly injured. Ives, Bert, Fond du Lac, well-known billiard player, ribs and shoulder broken, head cut, internal injuries. Heider, F., head slightly injured. Heider, Mrs. M., badly bruised. Kaufman, William, legs broken. Kroemer, Oscar, both legs injured. Kobes, Albert, both legs bruised. Kinkaid, Charles, both legs and arms injured. Kukshts, Otto, jaw fractured, injured about the breast. Kies, E. L., leg hurt. Kayser, Mrs. L., left hand injured. Linke, C. H., legs hurt. Landerman, Joseph, right leg and arm injured. Lauditz, Otto, head hurt. Lamb, Thomas, leg broken. Lamb, Richard, leg and face bruised. Lloyd, H., leg broken. Lusk, Louis, leg and arms bruised; body jammed. [103, 662, 323, 969]
paragraph: It is very probable that Mike Donlin, the erratic fielder of the St. Louis team, will be suspended for the rest of the season. Donlin was in a barroom brawl the other night with Alfredo, the chorus girl, and has been in trouble since. He was in the game Tebeau, it is said, has become displeased with him and is figuring on the youngster and will dispose of him. [1285, 517, 1505, 618]
deck: Encouraging Reports Received from Green Bay Hospitals. [357, 923, 541, 952]
paragraph: The excursion train crashed into a special freight train which was standing on the main track a quarter of a mile south of the Depere station. The smoking car was telescoped by the combination baggage car and the passenger car nearest to the engine. [103, 1529, 323, 1591]
paragraph: The relief train sent to the scene of the fearful disaster was provided with several physicians, stretchers for the wounded and hospital stores. Three other loaded trains of pleasure seekers, one of them from Wausau, had to return to their homes without being able to reach Green Bay. The trains from Oshkosh reached there about 1 p. m. [339, 332, 559, 421]
subhead: Old Settler Dead. [642, 2143, 729, 2157]
paragraph: After the battle Ruhlin said: "I am now prepared to fight Jeffries for the heavyweight championship of the world, and to show the people that I am the best man in the business. I am the best of Sharkey entitles me to first chance at the championship, and I think that I will win over Jeffries. The champion cannot ignore me." [1285, 1076, 1505, 1165]
deck: Flat Car Runs Away and Dashes Down a Grade at Fearful Rate. [828, 669, 1016, 698]
